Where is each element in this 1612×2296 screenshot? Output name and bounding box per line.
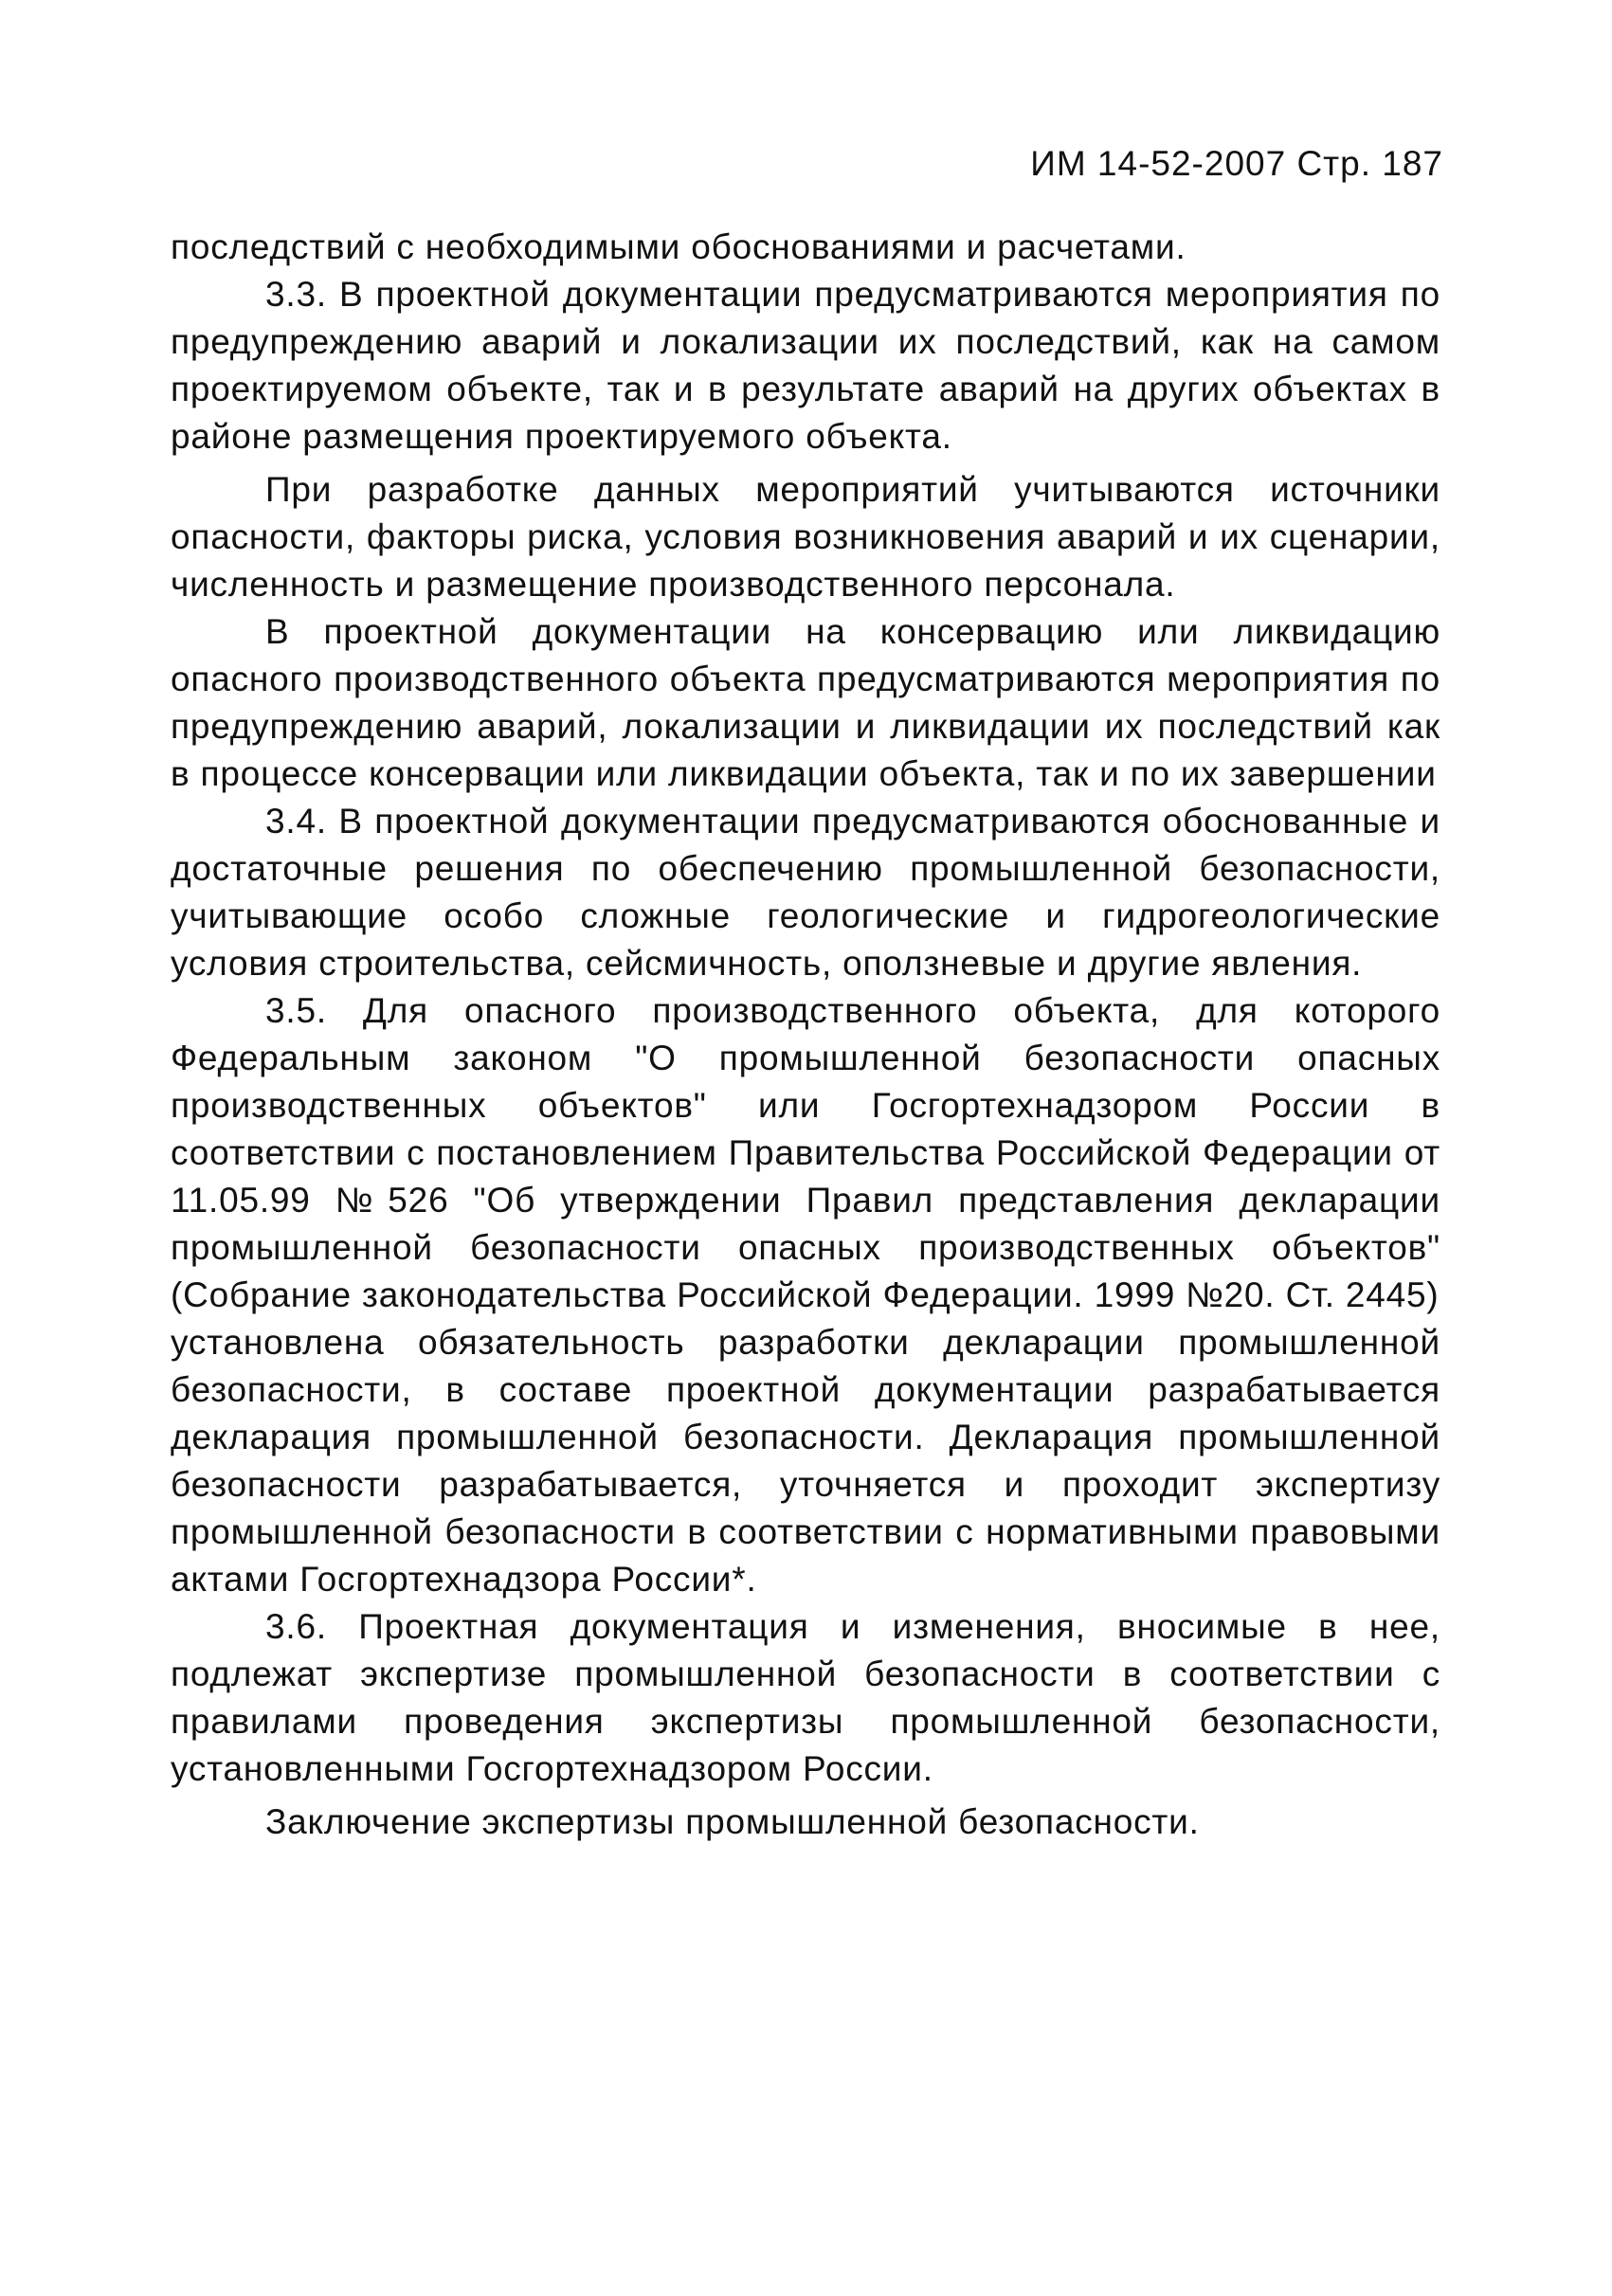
paragraph-expert-conclusion: Заключение экспертизы промышленной безопасности.	[265, 1802, 1200, 1841]
page-header: ИМ 14-52-2007 Стр. 187	[1030, 144, 1443, 183]
paragraph-3-5-declaration: установлена обязательность разработки декларации промышленной безопасности, в составе проектной документации разрабатывается декларация промышленной безопасности. Декларация промышленной безопасности разрабатывается, уточняется и проходит экспертизу промышленной безопасности в соответствии с нормативными правовыми актами Госгортехнадзора России*.	[171, 1323, 1440, 1599]
paragraph-3-4: 3.4. В проектной документации предусматриваются обоснованные и достаточные решения по обеспечению промышленной безопасности, учитывающие особо сложные геологические и гидрогеологические условия строительства, сейсмичность, оползневые и другие явления.	[171, 802, 1440, 983]
paragraph-3-3: 3.3. В проектной документации предусматриваются мероприятия по предупреждению аварий и локализации их последствий, как на самом проектируемом объекте, так и в результате аварий на других объектах в районе размещения проектируемого объекта.	[171, 275, 1440, 456]
paragraph-3-6: 3.6. Проектная документация и изменения, вносимые в нее, подлежат экспертизе промышленной безопасности в соответствии с правилами проведения экспертизы промышленной безопасности, установленными Госгортехнадзором России.	[171, 1607, 1440, 1788]
paragraph-continuation: последствий с необходимыми обоснованиями и расчетами.	[171, 227, 1186, 266]
paragraph-3-5: 3.5. Для опасного производственного объекта, для которого Федеральным законом "О промышленной безопасности опасных производственных объектов" или Госгортехнадзором России в соответствии с постановлением Правительства Российской Федерации от 11.05.99 №526 "Об утверждении Правил представления декларации промышленной безопасности опасных производственных объектов" (Собрание законодательства Российской Федерации. 1999 №20. Ст. 2445)	[171, 991, 1440, 1314]
body-text	[171, 224, 1440, 1846]
paragraph-3-3-conservation: В проектной документации на консервацию или ликвидацию опасного производственного объекта предусматриваются мероприятия по предупреждению аварий, локализации и ликвидации их последствий как в процессе консервации или ликвидации объекта, так и по их завершении	[171, 612, 1440, 793]
paragraph-3-3-hazards: При разработке данных мероприятий учитываются источники опасности, факторы риска, условия возникновения аварий и их сценарии, численность и размещение производственного персонала.	[171, 470, 1440, 604]
